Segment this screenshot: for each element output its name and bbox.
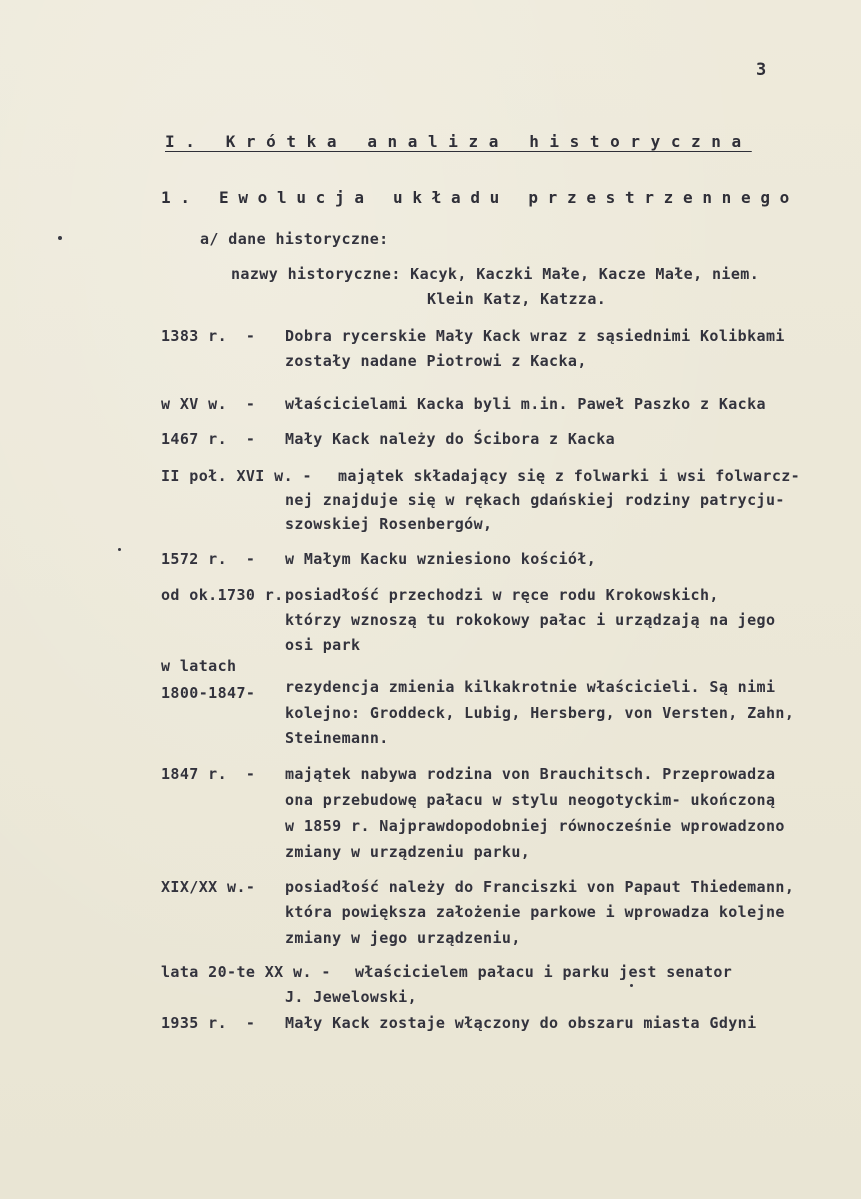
entry-text: nej znajduje się w rękach gdańskiej rodziny patrycju- [285,491,785,509]
entry-text: która powiększa założenie parkowe i wprowadza kolejne [285,903,785,921]
entry-text: zostały nadane Piotrowi z Kacka, [285,352,587,370]
entry-date: lata 20-te XX w. - [161,963,331,981]
entry-date: 1383 r. - [161,327,256,345]
entry-text: majątek nabywa rodzina von Brauchitsch. Przeprowadza [285,765,776,783]
page-number: 3 [756,60,767,80]
entry-text: właścicielami Kacka byli m.in. Paweł Paszko z Kacka [285,395,766,413]
entry-text: Mały Kack zostaje włączony do obszaru miasta Gdyni [285,1014,757,1032]
margin-mark [630,984,633,987]
entry-text: posiadłość przechodzi w ręce rodu Krokowskich, [285,586,719,604]
entry-date: w XV w. - [161,395,256,413]
entry-text: szowskiej Rosenbergów, [285,515,493,533]
section-heading: I. Krótka analiza historyczna [165,132,752,151]
historical-names-line: Klein Katz, Katzza. [427,290,607,308]
entry-text: właścicielem pałacu i parku jest senator [355,963,733,981]
entry-date: 1935 r. - [161,1014,256,1032]
entry-text: Dobra rycerskie Mały Kack wraz z sąsiednimi Kolibkami [285,327,785,345]
entry-date: XIX/XX w.- [161,878,256,896]
entry-text: w 1859 r. Najprawdopodobniej równocześnie wprowadzono [285,817,785,835]
entry-text: ona przebudowę pałacu w stylu neogotyckim- ukończoną [285,791,776,809]
margin-mark [118,548,121,551]
entry-text: rezydencja zmienia kilkakrotnie właścicieli. Są nimi [285,678,776,696]
entry-date: 1847 r. - [161,765,256,783]
entry-date: II poł. XVI w. - [161,467,312,485]
entry-text: zmiany w jego urządzeniu, [285,929,521,947]
entry-text: Mały Kack należy do Ścibora z Kacka [285,430,616,448]
entry-text: zmiany w urządzeniu parku, [285,843,531,861]
subheading: a/ dane historyczne: [200,230,389,248]
entry-text: osi park [285,636,361,654]
entry-date-prefix: w latach [161,657,237,675]
historical-names-line: nazwy historyczne: Kacyk, Kaczki Małe, Kacze Małe, niem. [231,265,760,283]
entry-text: którzy wznoszą tu rokokowy pałac i urządzają na jego [285,611,776,629]
subsection-heading: 1. Ewolucja układu przestrzennego [161,188,799,207]
entry-text: J. Jewelowski, [285,988,418,1006]
entry-date: 1572 r. - [161,550,256,568]
entry-text: posiadłość należy do Franciszki von Papaut Thiedemann, [285,878,795,896]
entry-date: 1800-1847- [161,684,256,702]
entry-text: kolejno: Groddeck, Lubig, Hersberg, von Versten, Zahn, [285,704,795,722]
entry-text: w Małym Kacku wzniesiono kościół, [285,550,597,568]
entry-text: majątek składający się z folwarki i wsi folwarcz- [338,467,801,485]
margin-mark [58,236,62,240]
entry-text: Steinemann. [285,729,389,747]
entry-date: od ok.1730 r. [161,586,284,604]
entry-date: 1467 r. - [161,430,256,448]
